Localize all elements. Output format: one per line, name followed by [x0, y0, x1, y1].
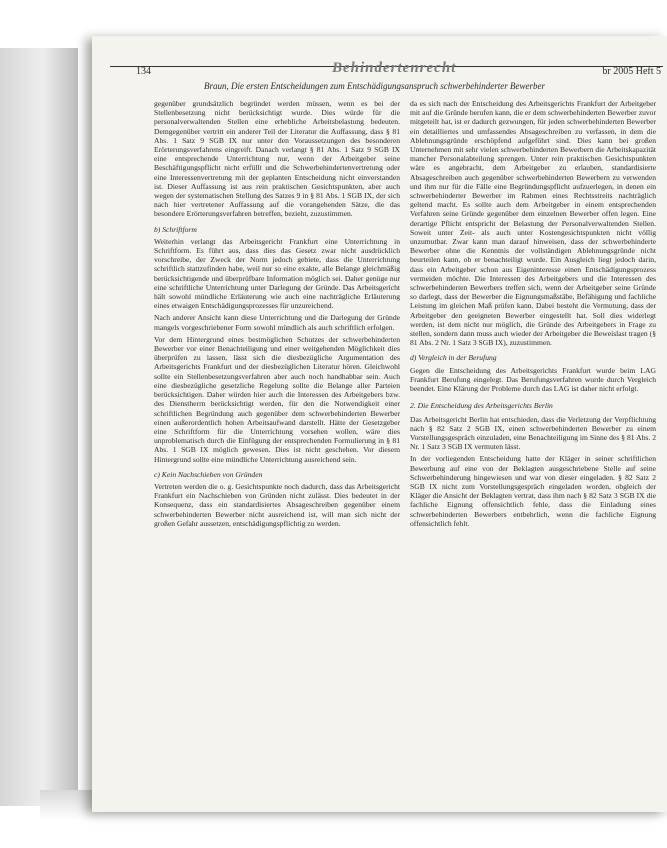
- right-paragraph-3: Das Arbeitsgericht Berlin hat entschieden, dass die Verletzung der Verpflichtung nach § 82 Satz 2 SGB IX, einen schwerbehinderten Bewerber zu einem Vorstellungsgespräch einzuladen, eine Benachteiligung im Sinne des § 81 Abs. 2 Nr. 1 Satz 3 SGB IX vermuten lässt.: [410, 414, 656, 452]
- right-paragraph-4: In der vorliegenden Entscheidung hatte der Kläger in seiner schriftlichen Bewerbung auf eine von der Beklagten ausgeschriebene Stelle auf seine Schwerbehinderung hingewiesen und war von dieser eingeladen. § 82 Satz 2 SGB IX nicht zum Vorstellungsgespräch eingeladen worden, obgleich der Kläger die Ansicht der Beklagten vertrat, dass ihm nach § 82 Satz 3 SGB IX die fachliche Eignung offensichtlich fehle, dass die Einladung eines schwerbehinderten Bewerbers entbehrlich, wenn die fachliche Eignung offensichtlich fehlt.: [410, 454, 656, 528]
- subsection-heading-c: c) Kein Nachschieben von Gründen: [154, 469, 263, 479]
- section-heading-2: 2. Die Entscheidung des Arbeitsgerichts Berlin: [410, 401, 553, 411]
- right-column: [410, 99, 656, 531]
- issue-label: br 2005 Heft 5: [602, 66, 661, 77]
- journal-title: Behindertenrecht: [332, 60, 457, 76]
- left-paragraph-5: Vertreten werden die o. g. Gesichtspunkte noch dadurch, dass das Arbeitsgericht Frankfurt ein Nachschieben von Gründen nicht zulässt. Dies bedeutet in der Konsequenz, dass ein standardisiertes Absageschreiben gegenüber einem schwerbehinderten Bewerber nicht ausreichend ist, will man sich nicht der großen Gefahr aussetzen, entschädigungspflichtig zu werden.: [154, 481, 400, 528]
- subsection-heading-b: b) Schriftform: [154, 224, 197, 234]
- left-paragraph-3: Nach anderer Ansicht kann diese Unterrichtung und die Darlegung der Gründe mangels vorgeschriebener Form sowohl mündlich als auch schriftlich erfolgen.: [154, 313, 400, 332]
- left-paragraph-2: Weiterhin verlangt das Arbeitsgericht Frankfurt eine Unterrichtung in Schriftform. Es führt aus, dass dies das Gesetz zwar nicht ausdrücklich vorschreibe, der Zweck der Norm jedoch gebiete, dass die Unterrichtung schriftlich stattzufinden habe, weil nur so eine exakte, alle Belange gleichmäßig berücksichtigende und überprüfbare Information möglich sei. Daher genüge nur eine schriftliche Unterrichtung unter Darlegung der Gründe. Das Arbeitsgericht hält sowohl mündliche Erläuterung wie auch eine nachträgliche Erläuterung eines etwaigen Entschädigungsprozesses für unzureichend.: [154, 236, 400, 311]
- author-line: Braun, Die ersten Entscheidungen zum Entschädigungsanspruch schwerbehinderter Bewerber: [204, 81, 545, 91]
- book-page-stack-edge: [0, 48, 78, 806]
- left-paragraph-4: Vor dem Hintergrund eines bestmöglichen Schutzes der schwerbehinderten Bewerber vor einer Benachteiligung und einer weitgehenden Möglichkeit dies überprüfen zu lassen, lässt sich die diesbezügliche Argumentation des Arbeitsgerichts Frankfurt und der diesbezüglichen Literatur hören. Gleichwohl sollte ein Stellenbesetzungsverfahren aber auch noch handhabbar sein. Auch eine diesbezügliche gesetzliche Regelung sollte die Belange aller Parteien berücksichtigen. Daher würden hier auch die Interessen des Arbeitgebers bzw. des Dienstherrn berücksichtigt werden, für den die Notwendigkeit einer schriftlichen Begründung auch gegenüber dem schwerbehinderten Bewerber einen außerordentlich hohen Arbeitsaufwand darstellt. Hätte der Gesetzgeber eine Schriftform für die Unterrichtung vorsehen wollen, wäre dies unproblematisch durch die Einfügung der entsprechenden Formulierung in § 81 Abs. 1 SGB IX möglich gewesen. Dies ist nicht geschehen. Vor diesem Hintergrund sollte eine mündliche Unterrichtung ausreichend sein.: [154, 334, 400, 464]
- right-paragraph-2: Gegen die Entscheidung des Arbeitsgerichts Frankfurt wurde beim LAG Frankfurt Berufung eingelegt. Das Berufungsverfahren wurde durch Vergleich beendet. Eine Klärung der Probleme durch das LAG ist daher nicht erfolgt.: [410, 365, 656, 394]
- left-paragraph-1: gegenüber grundsätzlich begründet werden müssen, wenn es bei der Stellenbesetzung nicht berücksichtigt wurde. Dies würde für die personalverwaltenden Stellen eine erhebliche Arbeitsbelastung bedeuten. Demgegenüber vertritt ein anderer Teil der Literatur die Auffassung, dass § 81 Abs. 1 Satz 9 SGB IX nur unter den Voraussetzungen des besonderen Erörterungsverfahrens eingreift. Danach verlangt § 81 Abs. 1 Satz 9 SGB IX eine entsprechende Unterrichtung nur, wenn der Arbeitgeber seine Beschäftigungspflicht nicht erfüllt und die Schwerbehindertenvertretung oder eine Interessenvertretung mit der geplanten Entscheidung nicht einverstanden ist. Dieser Auffassung ist aus rein praktischen Gesichtspunkten, aber auch wegen der systematischen Stellung des Satzes 9 in § 81 Abs. 1 SGB IX, der sich nach hier vertretener Auffassung auf die vorangehenden Sätze, die das besondere Erörterungsverfahren betreffen, bezieht, zuzustimmen.: [154, 99, 400, 219]
- left-column: [154, 99, 400, 531]
- page-number: 134: [136, 66, 151, 77]
- subsection-heading-d: d) Vergleich in der Berufung: [410, 353, 497, 363]
- document-page: [92, 36, 667, 812]
- right-paragraph-1: da es sich nach der Entscheidung des Arbeitsgerichts Frankfurt der Arbeitgeber mit auf die Gründe berufen kann, die er dem schwerbehinderten Bewerber zuvor mitgeteilt hat, ist er dadurch gezwungen, für jeden schwerbehinderten Bewerber ein detailliertes und umfassendes Absageschreiben zu verfassen, in dem die Ablehnungsgründe erschöpfend aufgeführt sind. Dies kann bei großen Unternehmen mit sehr vielen schwerbehinderten Bewerbern die Arbeitskapazität mancher Personalabteilung sprengen. Unter rein praktischen Gesichtspunkten wäre es angebracht, dem Arbeitgeber zu erlauben, standardisierte Absageschreiben auch gegenüber schwerbehinderten Bewerbern zu verwenden und ihm nur für die Fälle eine Begründungspflicht aufzuerlegen, in denen ein schwerbehinderter Bewerber im Rahmen eines Rechtsstreits nachträglich geltend macht. Es sollte auch dem Arbeitgeber in einem entsprechenden Verfahren seine Gründe gegenüber dem einzelnen Bewerber offen legen. Eine derartige Pflicht entspricht der Belastung der Personalverwaltenden Stellen. Soweit unter Zeit- als auch unter Kostengesichtspunkten nicht völlig unzumutbar. Zwar kann man darauf hinweisen, dass der schwerbehinderte Bewerber ohne die Kenntnis der vollständigen Ablehnungsgründe nicht beurteilen kann, ob er benachteiligt wurde. Ein Ausgleich liegt jedoch darin, dass ein Arbeitgeber schon aus Eigeninteresse einen Entschädigungsprozess vermeiden möchte. Die Interessen des Arbeitgebers und die Interessen des schwerbehinderten Bewerbers treffen sich, wenn der Arbeitgeber seine Gründe so darlegt, dass der Bewerber die Eignungsmaßstäbe, Befähigung und fachliche Leistung im gleichen Maß prüfen kann. Dabei besteht die Vermutung, dass der Arbeitgeber den geeigneten Bewerber eingestellt hat. Soll dies widerlegt werden, ist dem nicht nur möglich, die Gründe des Arbeitgebers in Frage zu stellen, sondern dann muss auch wieder der Arbeitgeber die Beweislast tragen (§ 81 Abs. 2 Nr. 1 Satz 3 SGB IX), zuzustimmen.: [410, 99, 656, 348]
